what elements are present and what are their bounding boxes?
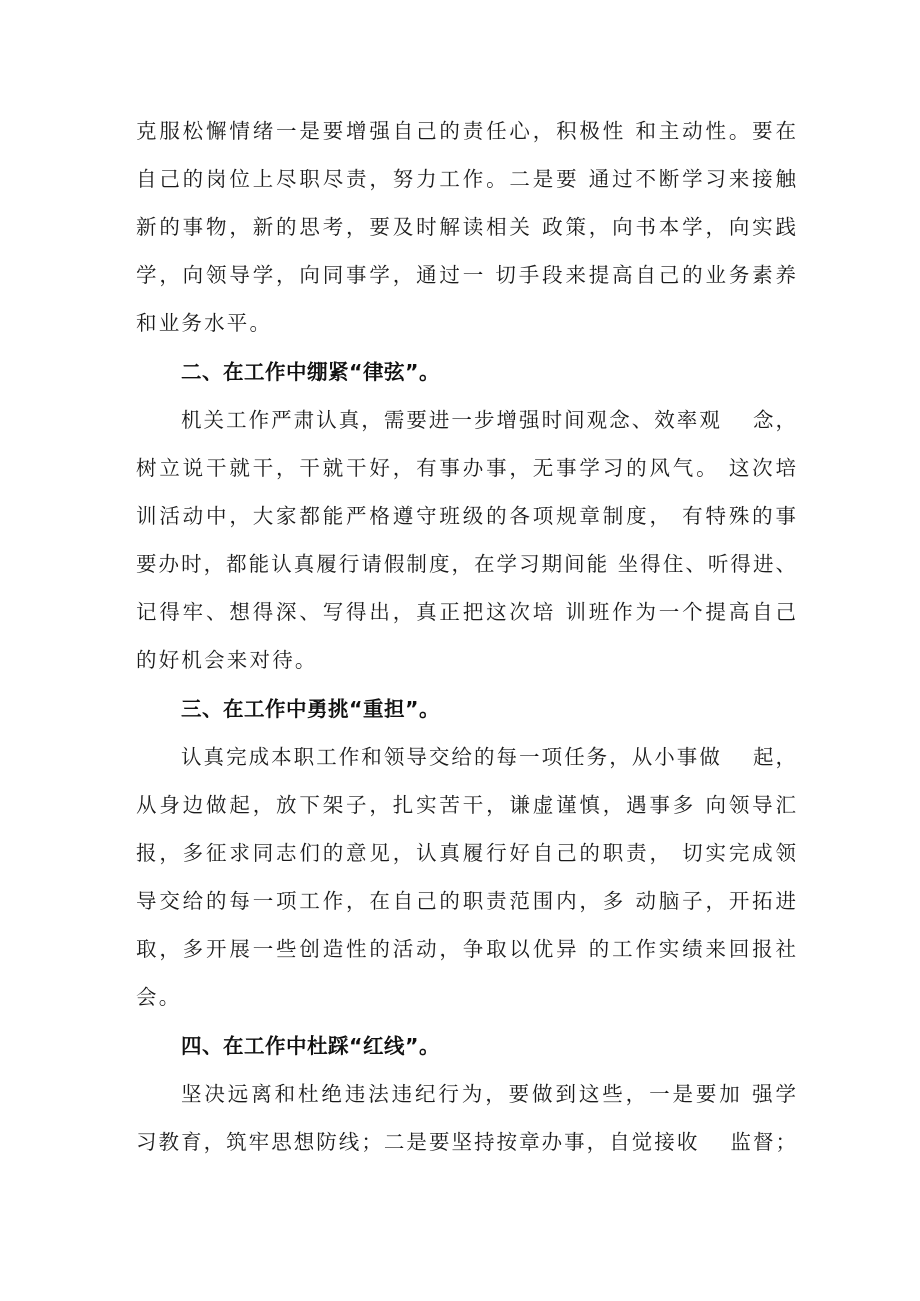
text-line: 克服松懈情绪一是要增强自己的责任心，积极性 和主动性。要在: [136, 119, 796, 143]
section-heading: 三、在工作中勇挑“重担”。: [181, 697, 440, 721]
text-line: 坚决远离和杜绝违法违纪行为，要做到这些，一是要加 强学: [181, 1082, 796, 1106]
text-line: 导交给的每一项工作，在自己的职责范围内，多 动脑子，开拓进: [136, 889, 796, 913]
text-line: 从身边做起，放下架子，扎实苦干，谦虚谨慎，遇事多 向领导汇: [136, 793, 796, 817]
text-line: 取，多开展一些创造性的活动，争取以优异 的工作实绩来回报社: [136, 937, 796, 961]
text-line: 机关工作严肃认真，需要进一步增强时间观念、效率观 念，: [181, 408, 796, 432]
text-line: 训活动中，大家都能严格遵守班级的各项规章制度， 有特殊的事: [136, 504, 796, 528]
text-line: 认真完成本职工作和领导交给的每一项任务，从小事做 起，: [181, 745, 796, 769]
section-heading: 四、在工作中杜踩“红线”。: [181, 1034, 440, 1058]
text-line: 自己的岗位上尽职尽责，努力工作。二是要 通过不断学习来接触: [136, 167, 796, 191]
text-line: 和业务水平。: [136, 311, 273, 335]
text-line: 记得牢、想得深、写得出，真正把这次培 训班作为一个提高自己: [136, 600, 796, 624]
text-line: 的好机会来对待。: [136, 648, 318, 672]
text-line: 学，向领导学，向同事学，通过一 切手段来提高自己的业务素养: [136, 263, 796, 287]
text-line: 新的事物，新的思考，要及时解读相关 政策，向书本学，向实践: [136, 215, 796, 239]
text-line: 要办时，都能认真履行请假制度，在学习期间能 坐得住、听得进、: [136, 552, 796, 576]
text-line: 会。: [136, 985, 182, 1009]
text-line: 习教育，筑牢思想防线；二是要坚持按章办事，自觉接收 监督；: [136, 1130, 796, 1154]
section-heading: 二、在工作中绷紧“律弦”。: [181, 360, 440, 384]
text-line: 报，多征求同志们的意见，认真履行好自己的职责， 切实完成领: [136, 841, 796, 865]
text-line: 树立说干就干，干就干好，有事办事，无事学习的风气。 这次培: [136, 456, 796, 480]
